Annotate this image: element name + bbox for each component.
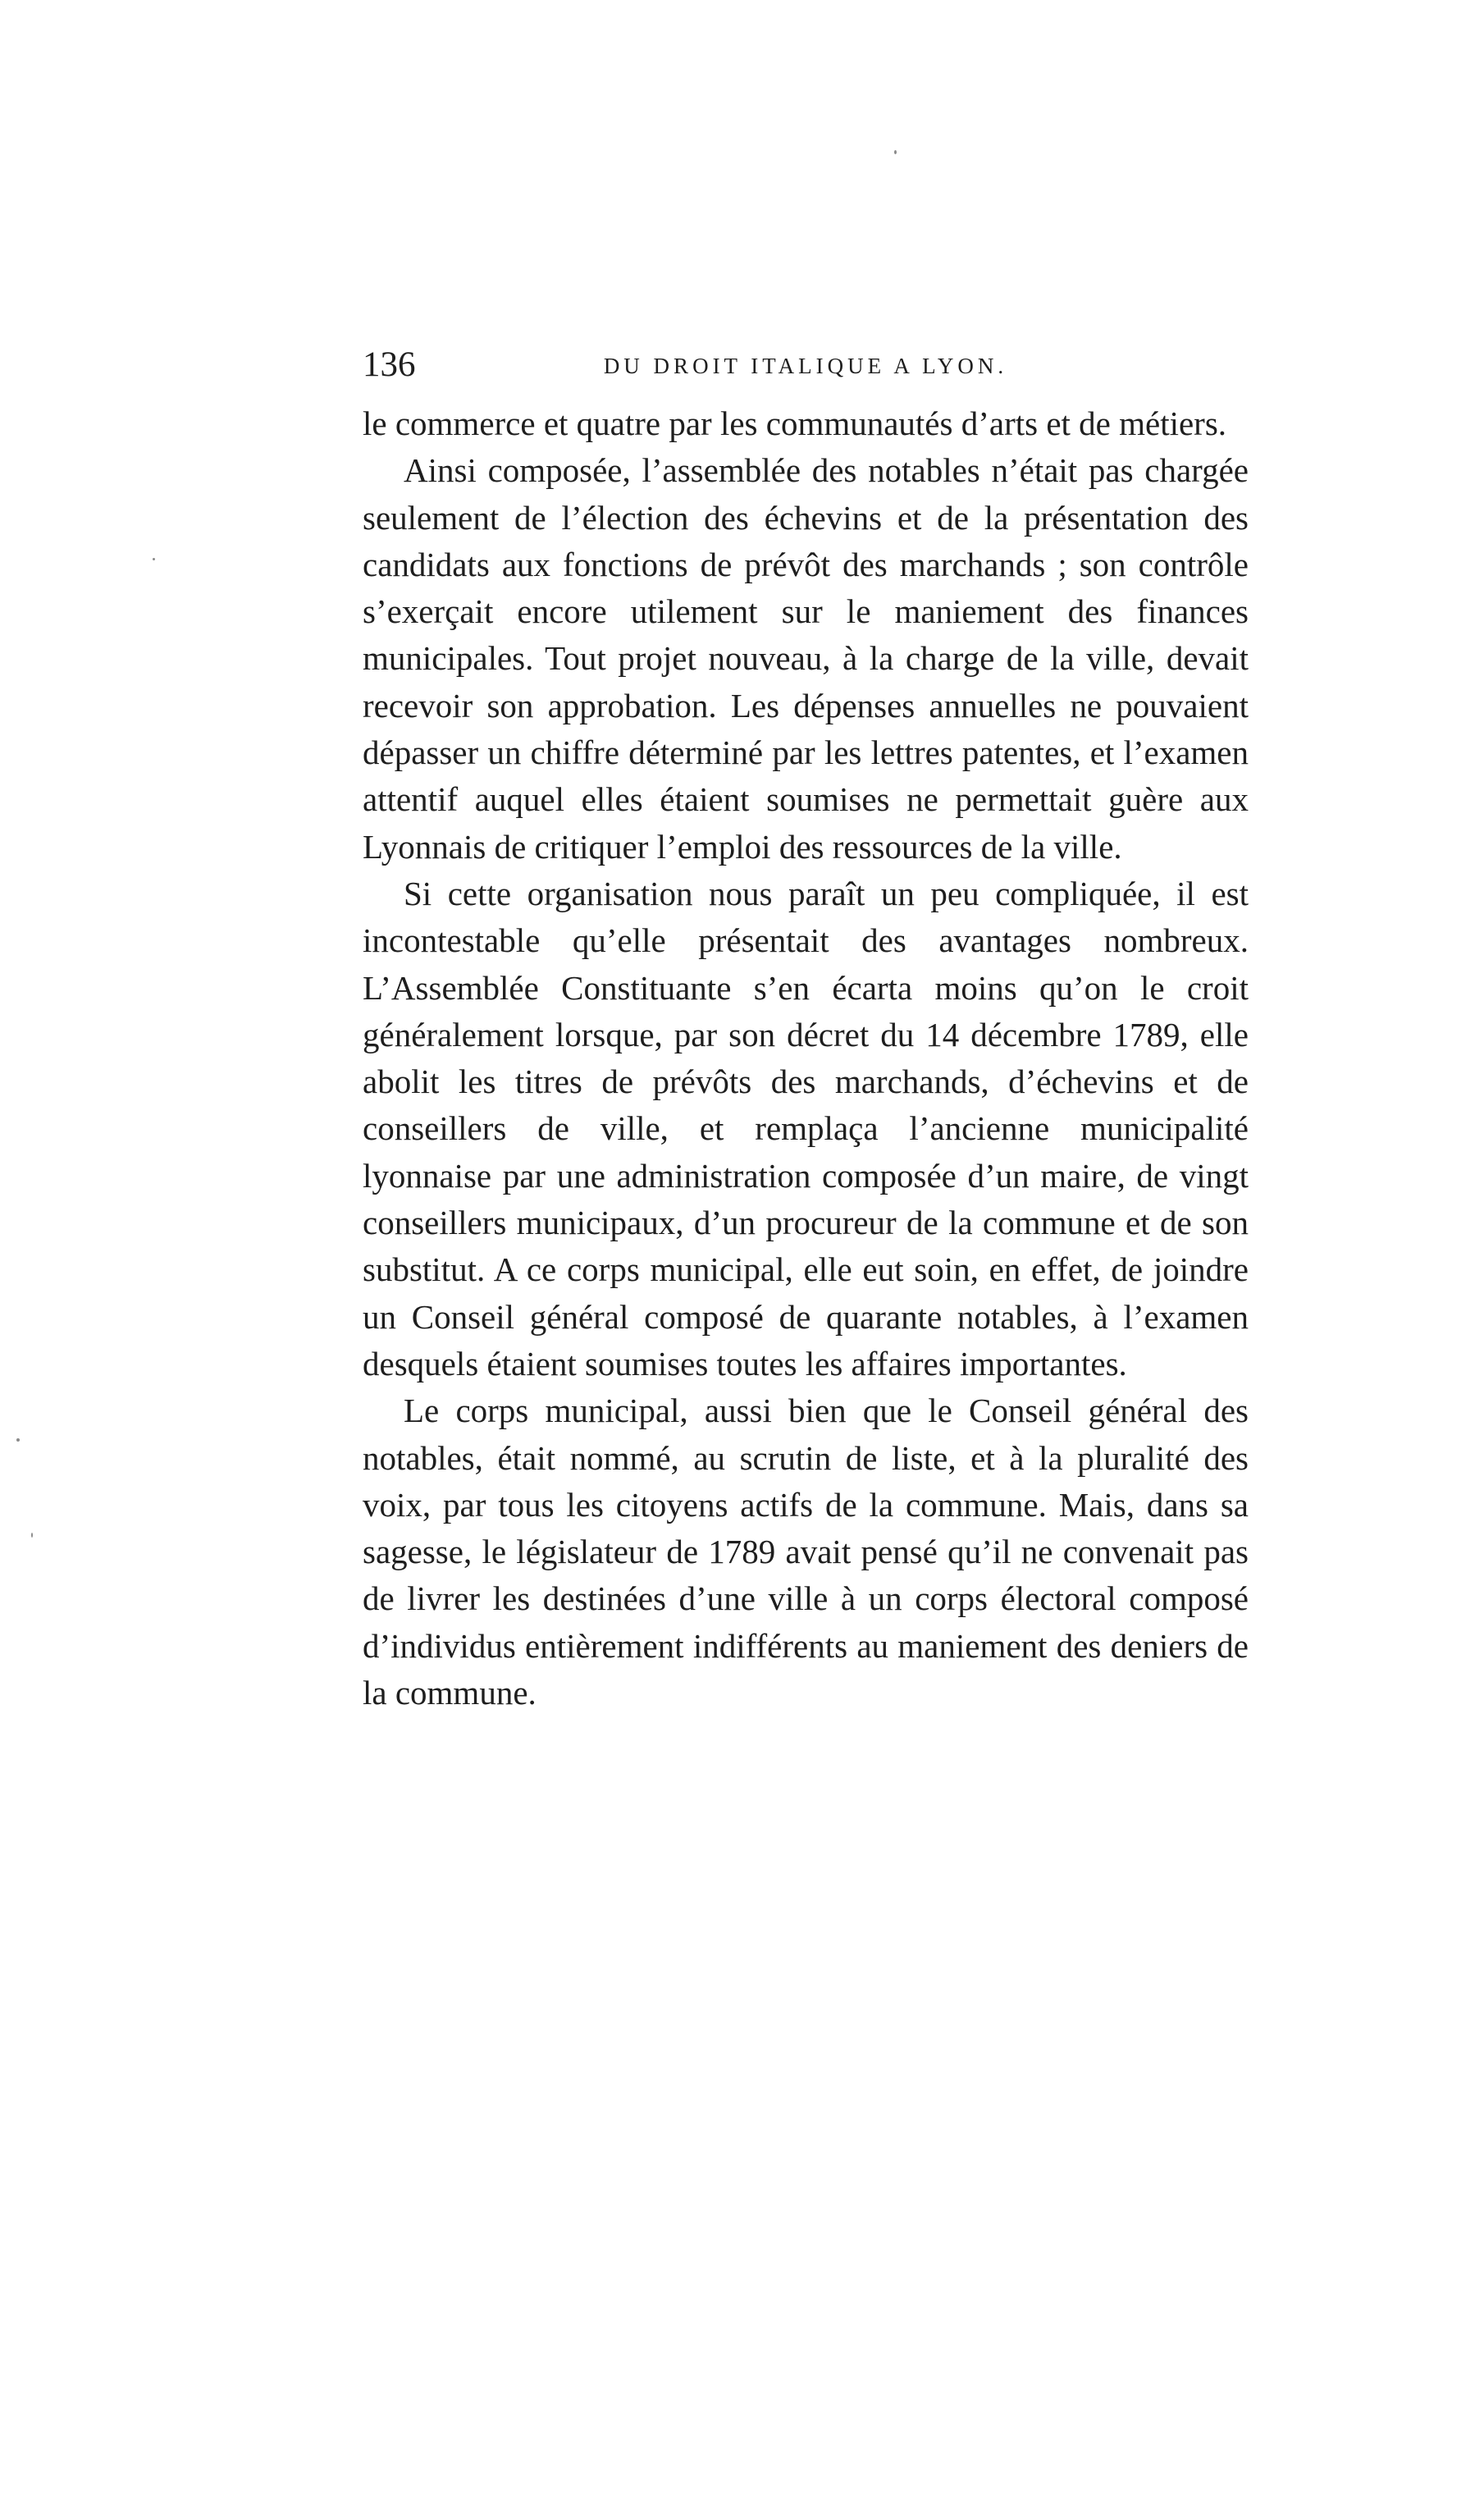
print-speck [153, 558, 155, 560]
paragraph-continuation: le commerce et quatre par les communautés d’arts et de métiers. [363, 404, 1227, 442]
print-speck [31, 1533, 33, 1538]
print-speck [894, 150, 897, 154]
print-speck [16, 1438, 20, 1442]
paragraph-assembly-notables: Ainsi composée, l’assemblée des notables n’était pas chargée seulement de l’élection des échevins et de la présentation des candidats aux fonctions de prévôt des marchands ; son contrôle s’exerçait encore utilement sur le maniement des finances municipales. Tout projet nouveau, à la charge de la ville, devait recevoir son approbation. Les dépenses annuelles ne pouvaient dépasser un chiffre déterminé par les lettres patentes, et l’examen attentif auquel elles étaient soumises ne permettait guère aux Lyonnais de critiquer l’emploi des ressources de la ville. [363, 451, 1249, 866]
body-text [363, 400, 1249, 1716]
running-title: DU DROIT ITALIQUE A LYON. [603, 354, 1008, 378]
page-header [363, 345, 1249, 386]
page-number: 136 [363, 345, 416, 384]
paragraph-constituent-assembly: Si cette organisation nous paraît un peu compliquée, il est incontestable qu’elle présentait des avantages nombreux. L’Assemblée Constituante s’en écarta moins qu’on le croit généralement lorsque, par son décret du 14 décembre 1789, elle abolit les titres de prévôts des marchands, d’échevins et de conseillers de ville, et remplaça l’ancienne municipalité lyonnaise par une administration composée d’un maire, de vingt conseillers municipaux, d’un procureur de la commune et de son substitut. A ce corps municipal, elle eut soin, en effet, de joindre un Conseil général composé de quarante notables, à l’examen desquels étaient soumises toutes les affaires importantes. [363, 874, 1249, 1383]
paragraph-municipal-election: Le corps municipal, aussi bien que le Conseil général des notables, était nommé, au scrutin de liste, et à la pluralité des voix, par tous les citoyens actifs de la commune. Mais, dans sa sagesse, le législateur de 1789 avait pensé qu’il ne convenait pas de livrer les destinées d’une ville à un corps électoral composé d’individus entièrement indifférents au maniement des deniers de la commune. [363, 1392, 1249, 1712]
